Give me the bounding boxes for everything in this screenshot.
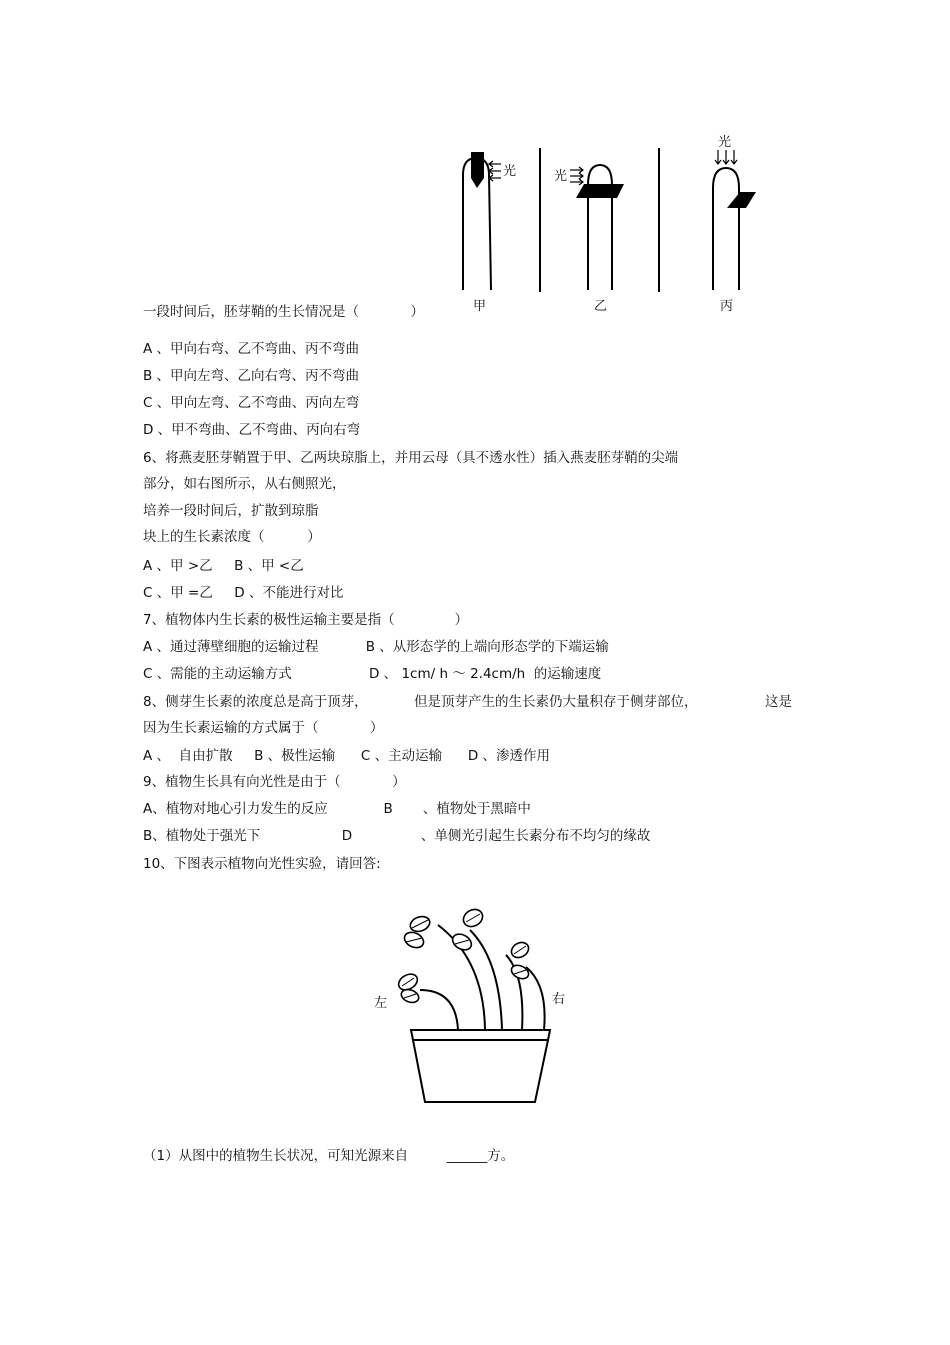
q6-line-2: 部分，如右图所示，从右侧照光， <box>143 476 346 492</box>
q6-line-3: 培养一段时间后，扩散到琼脂 <box>143 503 319 519</box>
pot-body <box>413 1040 548 1102</box>
light-label-bing: 光 <box>718 135 732 150</box>
q10-sub-1: （1）从图中的植物生长状况，可知光源来自 ______方。 <box>143 1148 515 1164</box>
stem-5 <box>526 967 545 1030</box>
q9-stem: 9、植物生长具有向光性是由于（ ） <box>143 774 406 790</box>
label-yi: 乙 <box>594 299 608 314</box>
coleoptile-yi <box>588 165 612 290</box>
q9-options-1: A、植物对地心引力发生的反应 B 、植物处于黑暗中 <box>143 801 531 817</box>
q5-option-c: C 、甲向左弯、乙不弯曲、丙向左弯 <box>143 395 360 411</box>
q6-options-cd: C 、甲 =乙 D 、不能进行对比 <box>143 585 344 601</box>
q7-options-ab: A 、通过薄壁细胞的运输过程 B 、从形态学的上端向形态学的下端运输 <box>143 639 609 655</box>
label-jia: 甲 <box>473 299 487 314</box>
q8-line-1c: 这是 <box>765 694 792 710</box>
q8-options: A 、 自由扩散 B 、极性运输 C 、主动运输 D 、渗透作用 <box>143 748 551 764</box>
q7-options-cd: C 、需能的主动运输方式 D 、 1cm/ h ～ 2.4cm/h 的运输速度 <box>143 666 602 682</box>
q6-line-4: 块上的生长素浓度（ ） <box>143 529 321 545</box>
q5-option-b: B 、甲向左弯、乙向右弯、丙不弯曲 <box>143 368 360 384</box>
label-bing: 丙 <box>720 299 734 314</box>
mica-plate-bing <box>727 192 756 208</box>
light-label-yi: 光 <box>554 169 568 184</box>
q7-stem: 7、植物体内生长素的极性运输主要是指（ ） <box>143 612 469 628</box>
q6-options-ab: A 、甲 >乙 B 、甲 <乙 <box>143 558 304 574</box>
q5-stem: 一段时间后，胚芽鞘的生长情况是（ ） <box>143 304 424 320</box>
coleoptile-figure <box>0 0 950 330</box>
q8-line-2: 因为生长素运输的方式属于（ ） <box>143 720 384 736</box>
q8-line-1a: 8、侧芽生长素的浓度总是高于顶芽， <box>143 694 368 710</box>
q5-option-d: D 、甲不弯曲、乙不弯曲、丙向右弯 <box>143 422 361 438</box>
right-label: 右 <box>552 992 566 1007</box>
mica-plate-yi <box>576 184 624 198</box>
stem-3 <box>470 930 502 1030</box>
stem-1 <box>420 990 458 1030</box>
coleoptile-bing <box>713 168 739 290</box>
q10-stem: 10、下图表示植物向光性实验，请回答: <box>143 856 381 872</box>
q9-options-2: B、植物处于强光下 D 、单侧光引起生长素分布不均匀的缘故 <box>143 828 651 844</box>
phototropism-plant-figure <box>0 890 950 1150</box>
pot-rim <box>411 1030 550 1040</box>
opaque-cap-jia <box>471 152 484 188</box>
q6-line-1: 6、将燕麦胚芽鞘置于甲、乙两块琼脂上，并用云母（具不透水性）插入燕麦胚芽鞘的尖端 <box>143 450 679 466</box>
q8-line-1b: 但是顶芽产生的生长素仍大量积存于侧芽部位， <box>414 694 698 710</box>
light-label-jia: 光 <box>503 164 517 179</box>
q5-option-a: A 、甲向右弯、乙不弯曲、丙不弯曲 <box>143 341 360 357</box>
left-label: 左 <box>374 996 388 1011</box>
